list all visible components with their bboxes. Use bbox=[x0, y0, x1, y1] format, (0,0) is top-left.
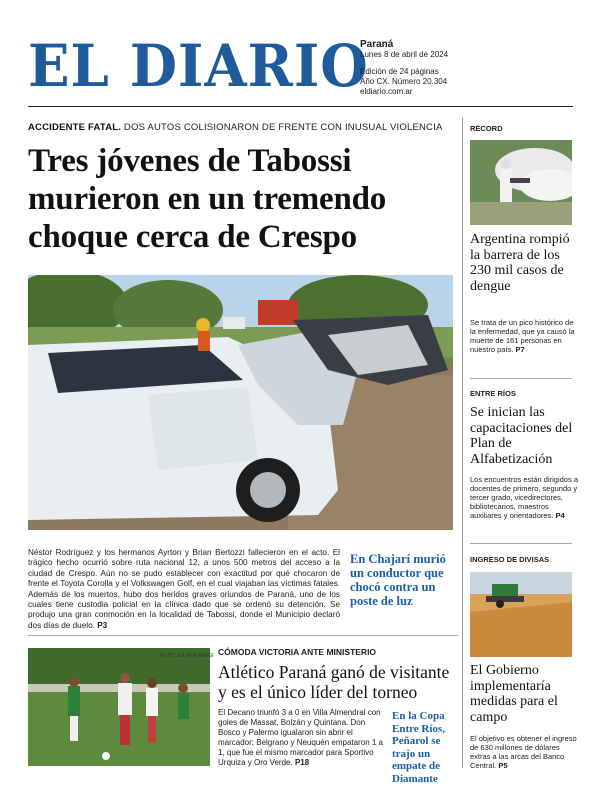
sports-photo-football bbox=[28, 648, 210, 766]
sports-kicker: CÓMODA VICTORIA ANTE MINISTERIO bbox=[218, 647, 377, 657]
sports-side-headline[interactable]: En la Copa Entre Ríos, Peñarol se trajo un empate de Diamante bbox=[392, 710, 445, 785]
right-body-dengue bbox=[470, 318, 580, 354]
lead-photo-crash bbox=[28, 275, 453, 530]
lead-body bbox=[28, 548, 340, 631]
right-divider-1 bbox=[470, 378, 572, 379]
right-headline-campo[interactable]: El Gobierno implementaría medidas para el campo bbox=[470, 663, 558, 725]
edition-number: Año CX. Número 20.304 bbox=[360, 77, 448, 86]
masthead-title: EL DIARIO bbox=[28, 32, 369, 100]
right-divider-2 bbox=[470, 543, 572, 544]
edition-date: Lunes 8 de abril de 2024 bbox=[360, 50, 449, 59]
column-divider bbox=[462, 118, 463, 768]
right-body-alfabetizacion-text: Los encuentros están dirigidos a docentes de primero, segundo y tercer grado, vicedirectores, bibliotecarios, maestros auxiliares y orientadores. bbox=[470, 475, 578, 520]
edition-website: eldiario.com.ar bbox=[360, 87, 413, 96]
sports-body-text: El Decano triunfó 3 a 0 en Villa Almendral con goles de Massat, Bolzán y Quintana. Don Bosco y Palermo igualaron sin abrir el marcador; Belgrano y Neuquén empataron 1 a 1, que fue el mismo marcador para Sportivo Urquiza y Oro Verde. bbox=[218, 708, 383, 767]
section-divider bbox=[28, 635, 458, 636]
right-body-campo-text: El objetivo es obtener el ingreso de 630 millones de dólares extras a las arcas del Banco Central. bbox=[470, 734, 577, 770]
lead-headline[interactable]: Tres jóvenes de Tabossi murieron en un tremendo choque cerca de Crespo bbox=[28, 143, 387, 255]
masthead-divider bbox=[28, 106, 573, 107]
lead-kicker bbox=[28, 122, 453, 133]
right-page-ref-dengue[interactable]: P7 bbox=[515, 345, 525, 354]
edition-city: Paraná bbox=[360, 39, 394, 50]
right-headline-dengue[interactable]: Argentina rompió la barrera de los 230 mil casos de dengue bbox=[470, 232, 570, 294]
right-headline-alfabetizacion[interactable]: Se inician las capacitaciones del Plan de Alfabetización bbox=[470, 405, 573, 467]
right-kicker-entre-rios: ENTRE RÍOS bbox=[470, 389, 516, 398]
edition-info bbox=[360, 40, 480, 97]
right-page-ref-campo[interactable]: P5 bbox=[498, 761, 508, 770]
sports-photo-credit: FOTO: JULIANA FAGGI bbox=[160, 653, 214, 659]
sports-body bbox=[218, 708, 388, 768]
right-kicker-divisas: INGRESO DE DIVISAS bbox=[470, 555, 550, 564]
lead-side-headline[interactable]: En Chajarí murió un conductor que chocó contra un poste de luz bbox=[350, 552, 446, 608]
lead-page-ref[interactable]: P3 bbox=[97, 620, 108, 630]
right-photo-harvester bbox=[470, 572, 572, 657]
right-photo-fumigation bbox=[470, 140, 572, 225]
sports-headline[interactable]: Atlético Paraná ganó de visitante y es el único líder del torneo bbox=[218, 662, 450, 702]
edition-pages: Edición de 24 páginas bbox=[360, 67, 439, 76]
right-page-ref-alfabetizacion[interactable]: P4 bbox=[555, 511, 565, 520]
lead-body-text: Néstor Rodríguez y los hermanos Ayrton y Brian Bertozzi fallecieron en el acto. El trágico hecho ocurrió sobre ruta nacional 12, a unos 500 metros del acceso a la ciudad de Crespo. Aún no se pudo establecer con exactitud por qué chocaron de frente el Toyota Corolla y el Volkswagen Golf, en el cual viajaban las víctimas fatales. Además de los muertos, hubo dos heridos graves oriundos de Paraná, uno de los cuales tiene custodia policial en la clínica dado que se ordenó su detención. Se produjo una gran conmoción en la localidad de Tabossi, donde el Municipio declaró dos días de duelo. bbox=[28, 548, 340, 630]
right-body-campo bbox=[470, 734, 580, 770]
lead-kicker-label: ACCIDENTE FATAL. bbox=[28, 122, 122, 133]
right-body-alfabetizacion bbox=[470, 475, 580, 520]
masthead-logo bbox=[28, 32, 369, 100]
right-body-dengue-text: Se trata de un pico histórico de la enfermedad, que ya causó la muerte de 161 personas en nuestro país. bbox=[470, 318, 575, 354]
sports-page-ref[interactable]: P18 bbox=[294, 758, 310, 767]
right-kicker-record: RÉCORD bbox=[470, 124, 503, 133]
lead-kicker-text: DOS AUTOS COLISIONARON DE FRENTE CON INUSUAL VIOLENCIA bbox=[121, 122, 443, 133]
